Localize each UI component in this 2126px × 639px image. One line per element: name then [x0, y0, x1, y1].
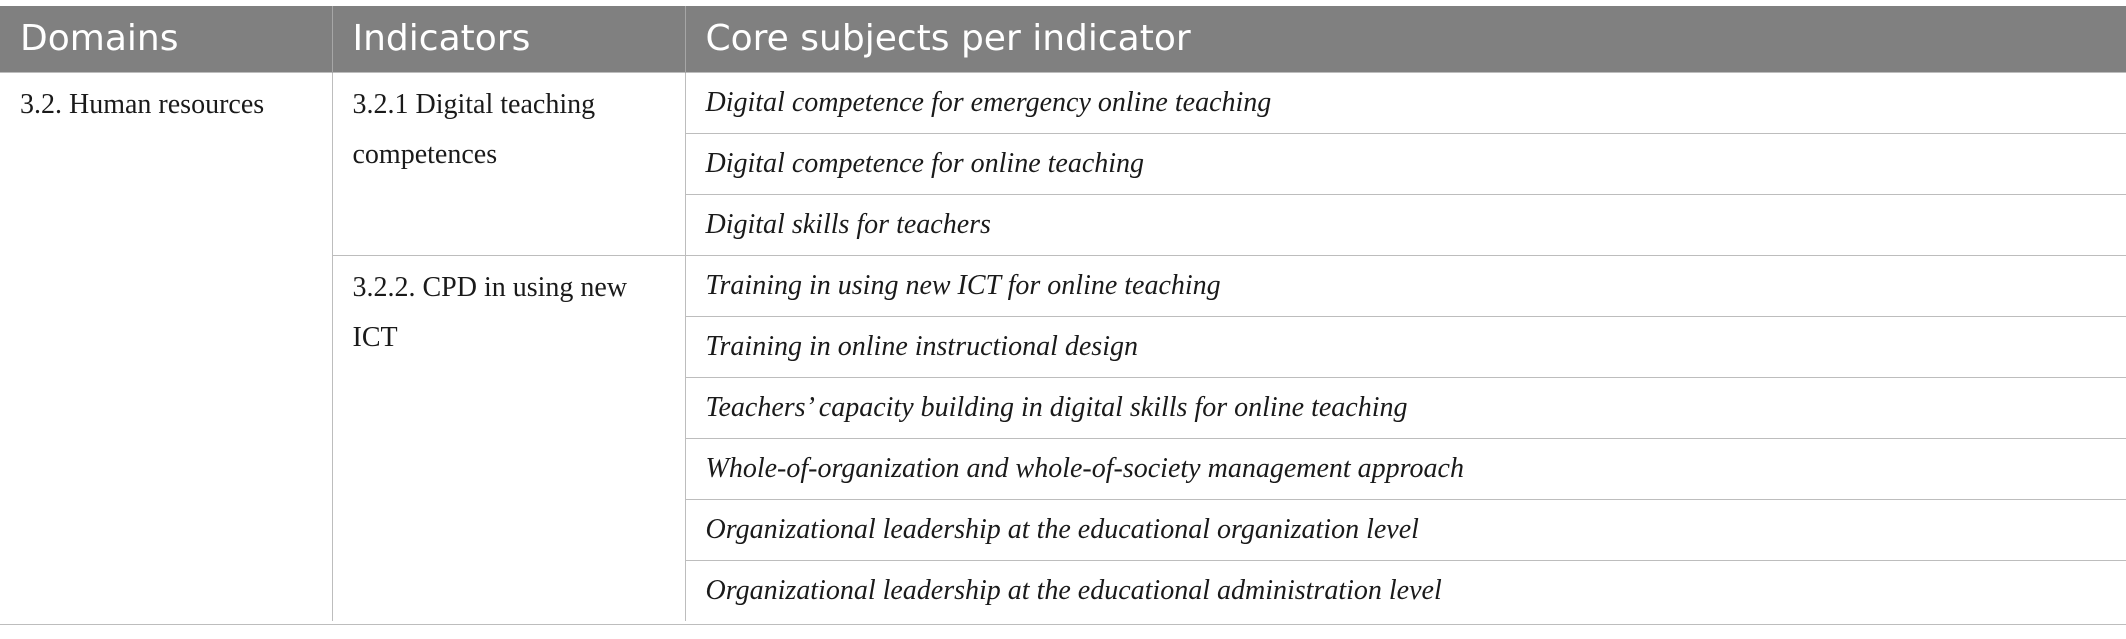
subject-cell: Digital competence for emergency online teaching — [685, 72, 2126, 133]
subject-cell: Organizational leadership at the educational organization level — [685, 499, 2126, 560]
table-header — [0, 6, 2126, 72]
indicator-table — [0, 6, 2126, 621]
table-row — [0, 72, 2126, 133]
subject-cell: Organizational leadership at the educational administration level — [685, 560, 2126, 621]
header-row — [0, 6, 2126, 72]
table-body — [0, 72, 2126, 621]
indicator-table-wrapper — [0, 6, 2126, 621]
subject-cell: Teachers’ capacity building in digital skills for online teaching — [685, 377, 2126, 438]
table-bottom-rule — [0, 624, 2126, 625]
subject-cell: Training in online instructional design — [685, 316, 2126, 377]
header-indicators: Indicators — [332, 6, 685, 72]
indicator-cell: 3.2.1 Digital teaching competences — [332, 72, 685, 255]
subject-cell: Training in using new ICT for online teaching — [685, 255, 2126, 316]
subject-cell: Whole-of-organization and whole-of-society management approach — [685, 438, 2126, 499]
header-core-subjects: Core subjects per indicator — [685, 6, 2126, 72]
domain-cell: 3.2. Human resources — [0, 72, 332, 621]
indicator-cell: 3.2.2. CPD in using new ICT — [332, 255, 685, 621]
subject-cell: Digital skills for teachers — [685, 194, 2126, 255]
header-domains: Domains — [0, 6, 332, 72]
subject-cell: Digital competence for online teaching — [685, 133, 2126, 194]
